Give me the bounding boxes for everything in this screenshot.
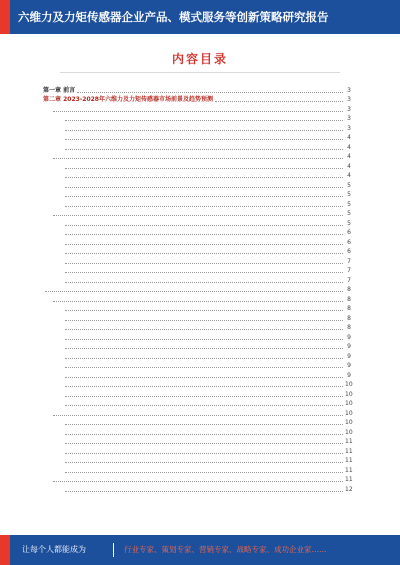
toc-page-number: 5 bbox=[347, 181, 351, 189]
toc-dot-leader bbox=[65, 119, 343, 121]
toc-page-number: 11 bbox=[345, 476, 353, 483]
table-of-contents bbox=[43, 84, 351, 496]
toc-page-number: 10 bbox=[345, 419, 353, 426]
toc-dot-leader bbox=[65, 376, 343, 378]
toc-section-entry[interactable] bbox=[43, 132, 351, 142]
toc-dot-leader bbox=[65, 328, 343, 330]
toc-section-entry[interactable] bbox=[43, 360, 351, 370]
toc-dot-leader bbox=[65, 442, 343, 444]
toc-page-number: 3 bbox=[347, 96, 351, 103]
toc-dot-leader bbox=[65, 233, 343, 235]
toc-page-number: 5 bbox=[347, 210, 351, 217]
toc-section-entry[interactable] bbox=[43, 331, 351, 341]
toc-section-entry[interactable] bbox=[43, 113, 351, 123]
toc-page-number: 11 bbox=[345, 438, 353, 445]
toc-section-entry[interactable] bbox=[43, 303, 351, 313]
toc-dot-leader bbox=[65, 366, 343, 368]
toc-section-entry[interactable] bbox=[43, 445, 351, 455]
toc-section-entry[interactable] bbox=[43, 255, 351, 265]
toc-dot-leader bbox=[65, 138, 343, 140]
toc-dot-leader bbox=[65, 338, 343, 340]
toc-dot-leader bbox=[65, 423, 343, 425]
toc-page-number: 6 bbox=[347, 229, 351, 236]
toc-section-entry[interactable] bbox=[43, 141, 351, 151]
toc-section-entry[interactable] bbox=[43, 103, 351, 113]
toc-dot-leader bbox=[65, 195, 343, 197]
toc-section-entry[interactable] bbox=[43, 388, 351, 398]
toc-dot-leader bbox=[53, 110, 343, 112]
toc-page-number: 10 bbox=[345, 390, 353, 398]
toc-dot-leader bbox=[53, 414, 343, 416]
toc-page-number: 4 bbox=[347, 143, 351, 151]
toc-dot-leader bbox=[65, 433, 343, 435]
toc-page-number: 4 bbox=[347, 153, 351, 160]
toc-section-entry[interactable] bbox=[43, 265, 351, 275]
toc-section-entry[interactable] bbox=[43, 227, 351, 237]
toc-page-number: 4 bbox=[347, 134, 351, 141]
toc-section-entry[interactable] bbox=[43, 322, 351, 332]
footer-accent-stripe bbox=[0, 535, 10, 565]
footer-divider bbox=[113, 543, 114, 557]
toc-page-number: 8 bbox=[347, 286, 351, 293]
toc-page-number: 8 bbox=[347, 295, 351, 303]
toc-page-number: 12 bbox=[345, 485, 353, 493]
toc-dot-leader bbox=[65, 395, 343, 397]
toc-dot-leader bbox=[65, 148, 343, 150]
toc-dot-leader bbox=[65, 167, 343, 169]
toc-dot-leader bbox=[65, 129, 343, 131]
toc-section-entry[interactable] bbox=[43, 236, 351, 246]
toc-section-entry[interactable] bbox=[43, 341, 351, 351]
toc-dot-leader bbox=[65, 186, 343, 188]
toc-section-entry[interactable] bbox=[43, 170, 351, 180]
toc-dot-leader bbox=[53, 214, 343, 216]
toc-page-number: 8 bbox=[347, 314, 351, 322]
toc-page-number: 6 bbox=[347, 248, 351, 255]
toc-page-number: 10 bbox=[345, 428, 353, 436]
toc-chapter-entry[interactable] bbox=[43, 284, 351, 294]
toc-section-entry[interactable] bbox=[43, 350, 351, 360]
toc-page-number: 6 bbox=[347, 238, 351, 246]
toc-page-number: 10 bbox=[345, 400, 353, 407]
toc-dot-leader bbox=[65, 281, 343, 283]
toc-dot-leader bbox=[65, 404, 343, 406]
toc-dot-leader bbox=[53, 300, 343, 302]
toc-page-number: 3 bbox=[347, 86, 351, 94]
toc-page-number: 5 bbox=[347, 200, 351, 208]
toc-section-entry[interactable] bbox=[43, 379, 351, 389]
toc-section-entry[interactable] bbox=[43, 122, 351, 132]
toc-page-number: 7 bbox=[347, 267, 351, 274]
toc-dot-leader bbox=[65, 205, 343, 207]
toc-dot-leader bbox=[53, 157, 343, 159]
toc-dot-leader bbox=[65, 224, 343, 226]
footer-tagline: 行业专家、策划专家、营销专家、战略专家、成功企业家…… bbox=[124, 545, 327, 554]
toc-dot-leader bbox=[53, 480, 343, 482]
toc-section-entry[interactable] bbox=[43, 246, 351, 256]
toc-dot-leader bbox=[65, 176, 343, 178]
toc-page-number: 8 bbox=[347, 305, 351, 312]
toc-dot-leader bbox=[77, 91, 343, 93]
toc-entry-label: 第一章 前言 bbox=[43, 86, 76, 94]
toc-dot-leader bbox=[65, 461, 343, 463]
toc-dot-leader bbox=[65, 243, 343, 245]
toc-dot-leader bbox=[65, 347, 343, 349]
toc-section-entry[interactable] bbox=[43, 198, 351, 208]
toc-section-entry[interactable] bbox=[43, 483, 351, 493]
toc-section-entry[interactable] bbox=[43, 208, 351, 218]
toc-section-entry[interactable] bbox=[43, 426, 351, 436]
toc-dot-leader bbox=[65, 357, 343, 359]
toc-dot-leader bbox=[215, 100, 343, 102]
toc-section-entry[interactable] bbox=[43, 436, 351, 446]
toc-dot-leader bbox=[65, 490, 343, 492]
toc-section-entry[interactable] bbox=[43, 293, 351, 303]
toc-section-entry[interactable] bbox=[43, 398, 351, 408]
toc-dot-leader bbox=[65, 385, 343, 387]
toc-section-entry[interactable] bbox=[43, 274, 351, 284]
toc-dot-leader bbox=[65, 471, 343, 473]
toc-page-number: 10 bbox=[345, 381, 353, 388]
toc-dot-leader bbox=[65, 452, 343, 454]
toc-section-entry[interactable] bbox=[43, 407, 351, 417]
toc-entry-label: 第二章 2023-2028年六维力及力矩传感器市场前景及趋势预测 bbox=[43, 96, 213, 103]
toc-page-number: 3 bbox=[347, 115, 351, 122]
toc-section-entry[interactable] bbox=[43, 217, 351, 227]
toc-section-entry[interactable] bbox=[43, 369, 351, 379]
header-banner bbox=[0, 0, 400, 34]
toc-page-number: 7 bbox=[347, 257, 351, 265]
toc-dot-leader bbox=[45, 290, 343, 292]
toc-section-entry[interactable] bbox=[43, 312, 351, 322]
toc-page-number: 8 bbox=[347, 324, 351, 331]
toc-page-number: 5 bbox=[347, 219, 351, 227]
toc-page-number: 9 bbox=[347, 343, 351, 350]
toc-page-number: 7 bbox=[347, 276, 351, 284]
toc-page-number: 9 bbox=[347, 371, 351, 379]
report-title: 六维力及力矩传感器企业产品、模式服务等创新策略研究报告 bbox=[18, 10, 329, 24]
toc-dot-leader bbox=[65, 252, 343, 254]
toc-section-entry[interactable] bbox=[43, 474, 351, 484]
toc-page-number: 4 bbox=[347, 162, 351, 170]
toc-section-entry[interactable] bbox=[43, 179, 351, 189]
toc-section-entry[interactable] bbox=[43, 151, 351, 161]
toc-dot-leader bbox=[65, 262, 343, 264]
toc-page-number: 9 bbox=[347, 362, 351, 369]
toc-page-number: 5 bbox=[347, 191, 351, 198]
toc-section-entry[interactable] bbox=[43, 189, 351, 199]
toc-dot-leader bbox=[65, 271, 343, 273]
toc-page-number: 11 bbox=[345, 457, 353, 464]
header-accent-stripe bbox=[0, 0, 10, 34]
toc-page-number: 4 bbox=[347, 172, 351, 179]
toc-page-number: 3 bbox=[347, 105, 351, 113]
footer-banner bbox=[0, 535, 400, 565]
toc-heading: 内容目录 bbox=[171, 52, 228, 66]
toc-section-entry[interactable] bbox=[43, 160, 351, 170]
toc-dot-leader bbox=[65, 309, 343, 311]
toc-page-number: 11 bbox=[345, 447, 353, 455]
toc-heading-divider bbox=[60, 72, 340, 73]
toc-chapter-entry[interactable] bbox=[43, 94, 351, 104]
toc-page-number: 9 bbox=[347, 352, 351, 360]
toc-page-number: 3 bbox=[347, 124, 351, 132]
toc-section-entry[interactable] bbox=[43, 464, 351, 474]
toc-section-entry[interactable] bbox=[43, 455, 351, 465]
toc-chapter-entry[interactable] bbox=[43, 84, 351, 94]
toc-page-number: 10 bbox=[345, 409, 353, 417]
toc-dot-leader bbox=[65, 319, 343, 321]
toc-section-entry[interactable] bbox=[43, 417, 351, 427]
footer-slogan: 让每个人都能成为 bbox=[22, 545, 86, 554]
toc-page-number: 9 bbox=[347, 333, 351, 341]
toc-page-number: 11 bbox=[345, 466, 353, 474]
